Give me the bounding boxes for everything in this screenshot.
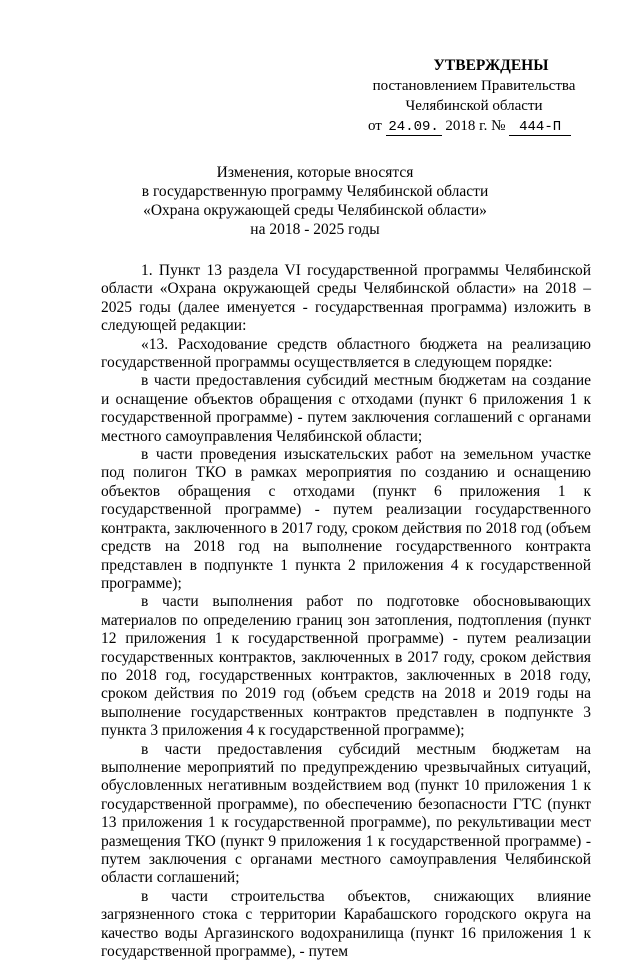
- paragraph: 1. Пункт 13 раздела VI государственной программы Челябинской области «Охрана окружающей среды Челябинской области» на 2018 – 2025 годы (далее именуется - государственная программа) изложить в следующей редакции:: [101, 262, 591, 335]
- approval-line-1: постановлением Правительства: [372, 78, 576, 94]
- document-title: [60, 163, 570, 239]
- document-body: [101, 262, 591, 961]
- approval-line-2: Челябинской области: [405, 98, 543, 114]
- number-field: 444-П: [509, 120, 571, 136]
- approval-block: [368, 56, 580, 136]
- paragraph: «13. Расходование средств областного бюджета на реализацию государственной программы осуществляется в следующем порядке:: [101, 335, 591, 372]
- paragraph: в части проведения изыскательских работ на земельном участке под полигон ТКО в рамках мероприятия по созданию и оснащению объектов обращения с отходами (пункт 6 приложения 1 к государственной программе) - путем реализации государственного контракта, заключенного в 2017 году, сроком действия по 2018 год (объем средств на 2018 год на выполнение государственного контракта представлен в подпункте 1 пункта 2 приложения 4 к государственной программе);: [101, 446, 591, 592]
- approval-heading: УТВЕРЖДЕНЫ: [433, 57, 549, 74]
- date-prefix: от: [368, 118, 382, 134]
- approval-date-line: [368, 116, 580, 136]
- paragraph: в части выполнения работ по подготовке обосновывающих материалов по определению границ зон затопления, подтопления (пункт 12 приложения 1 к государственной программе) - путем реализации государственных контрактов, заключенных в 2017 году, сроком действия по 2018 год, государственных контрактов, заключенных в 2018 году, сроком действия по 2019 год (объем средств на 2018 и 2019 годы на выполнение государственных контрактов представлен в подпункте 3 пункта 3 приложения 4 к государственной программе);: [101, 593, 591, 740]
- date-field: 24.09.: [386, 120, 442, 136]
- paragraph: в части строительства объектов, снижающих влияние загрязненного стока с территории Карабашского городского округа на качество воды Аргазинского водохранилища (пункт 16 приложения 1 к государственной программе), - путем: [101, 887, 591, 961]
- title-line-3: «Охрана окружающей среды Челябинской области»: [143, 202, 487, 219]
- title-line-1: Изменения, которые вносятся: [216, 164, 414, 181]
- title-line-4: на 2018 - 2025 годы: [250, 221, 380, 238]
- paragraph: в части предоставления субсидий местным бюджетам на создание и оснащение объектов обращения с отходами (пункт 6 приложения 1 к государственной программе) - путем заключения соглашений с органами местного самоуправления Челябинской области;: [101, 372, 591, 445]
- paragraph: в части предоставления субсидий местным бюджетам на выполнение мероприятий по предупреждению чрезвычайных ситуаций, обусловленных негативным воздействием вод (пункт 10 приложения 1 к государственной программе), по обеспечению безопасности ГТС (пункт 13 приложения 1 к государственной программе), по рекультивации мест размещения ТКО (пункт 9 приложения 1 к государственной программе) - путем заключения с органами местного самоуправления Челябинской области соглашений;: [101, 740, 591, 887]
- title-line-2: в государственную программу Челябинской области: [141, 183, 489, 200]
- date-year: 2018 г. №: [445, 118, 506, 134]
